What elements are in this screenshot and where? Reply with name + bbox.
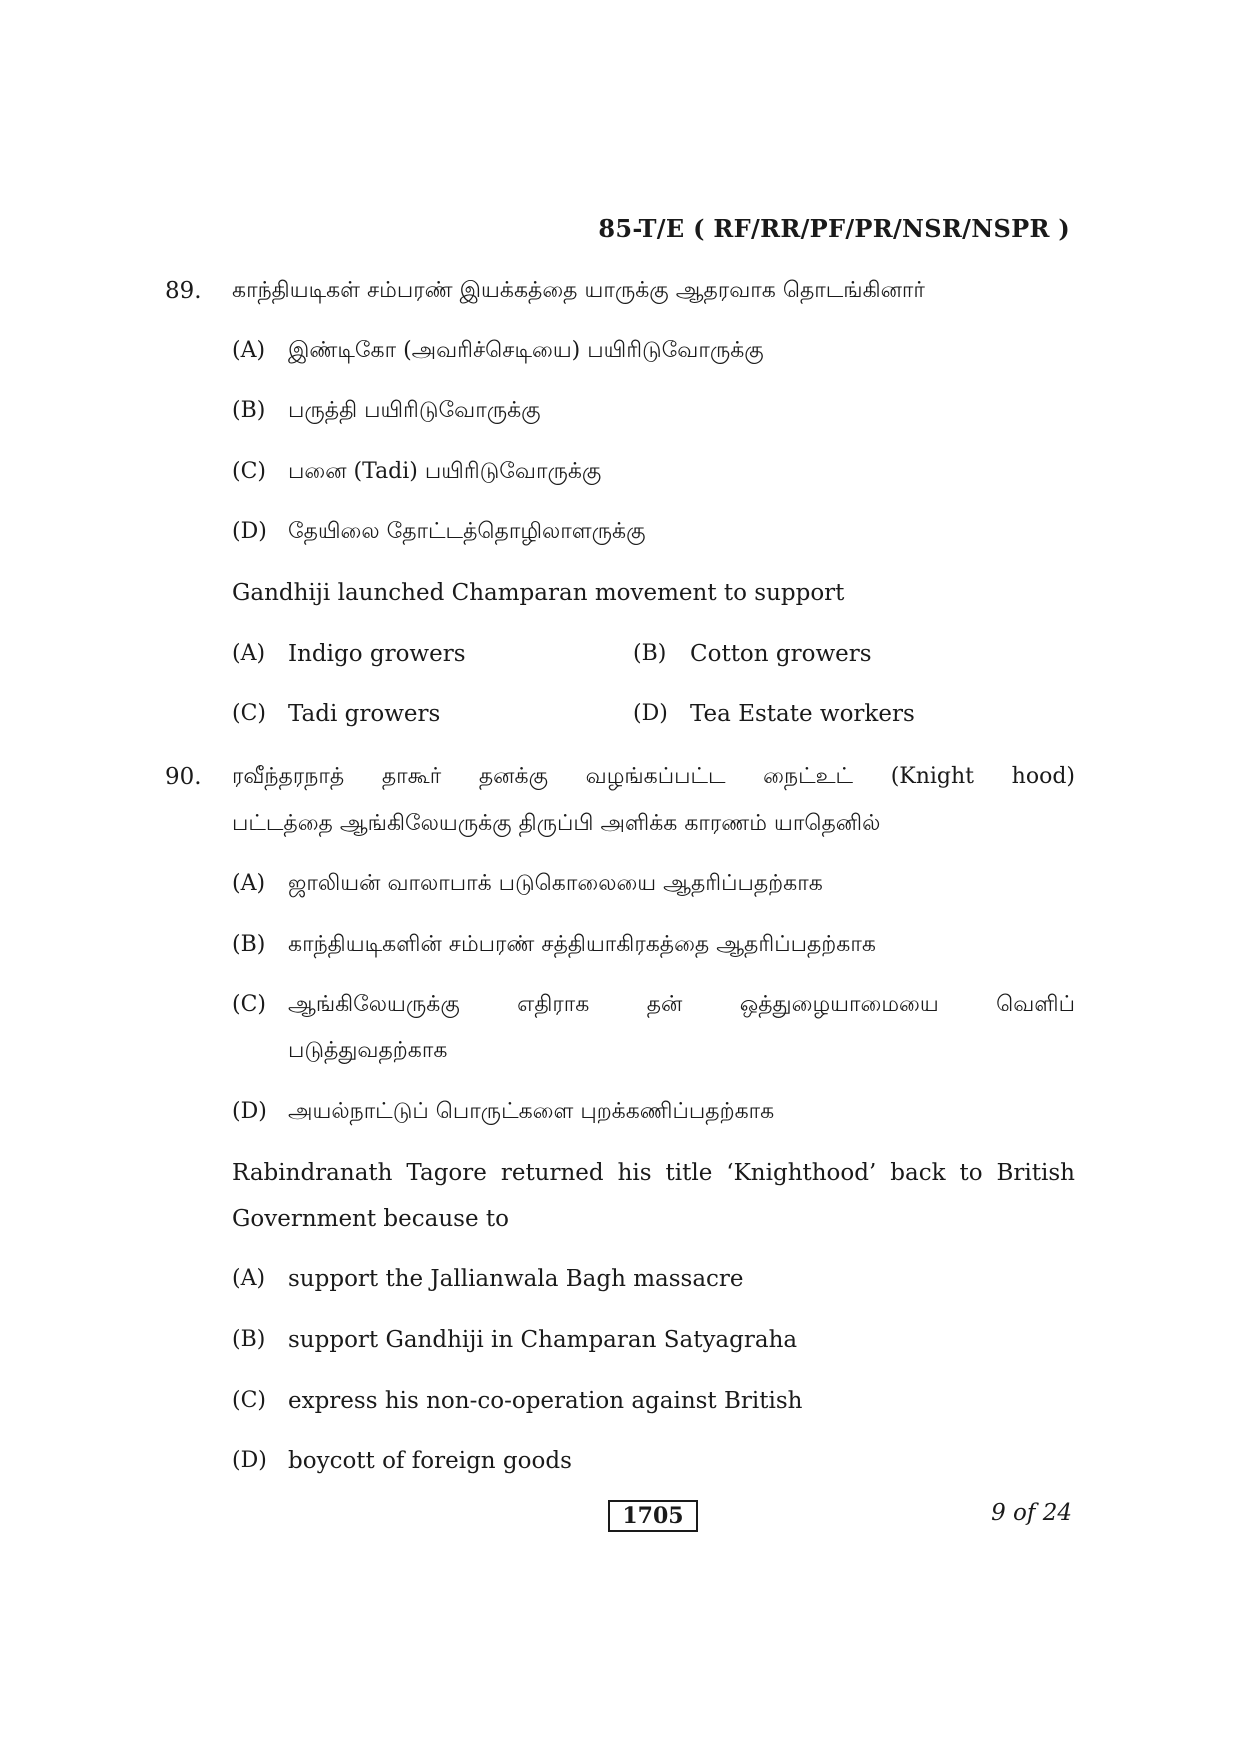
question-89-tamil-text: காந்தியடிகள் சம்பரண் இயக்கத்தை யாருக்கு ஆதரவாக தொடங்கினார் xyxy=(232,278,925,303)
page-number: 9 of 24 xyxy=(991,1500,1072,1526)
q90-tamil-option-a-label: (A) xyxy=(232,871,266,896)
q90-english-option-c-text: express his non-co-operation against British xyxy=(288,1388,803,1414)
booklet-code-box: 1705 xyxy=(608,1500,698,1532)
q90-english-option-b-text: support Gandhiji in Champaran Satyagraha xyxy=(288,1327,798,1353)
q90-tamil-option-b-label: (B) xyxy=(232,932,266,957)
q90-tamil-option-c-label: (C) xyxy=(232,992,266,1017)
q89-english-option-c-text: Tadi growers xyxy=(288,701,441,727)
q90-english-option-a-label: (A) xyxy=(232,1266,266,1291)
q89-tamil-option-a-label: (A) xyxy=(232,338,266,363)
q89-tamil-option-d-label: (D) xyxy=(232,519,267,544)
q89-tamil-option-b-label: (B) xyxy=(232,398,266,423)
q89-english-option-d-text: Tea Estate workers xyxy=(690,701,915,727)
question-90-number: 90. xyxy=(165,764,202,790)
paper-code-header: 85-T/E ( RF/RR/PF/PR/NSR/NSPR ) xyxy=(598,214,1070,243)
q89-english-option-a-label: (A) xyxy=(232,641,266,666)
q90-tamil-option-c-text-line2: படுத்துவதற்காக xyxy=(288,1038,448,1063)
q89-tamil-option-b-text: பருத்தி பயிரிடுவோருக்கு xyxy=(288,398,541,423)
q90-tamil-option-a-text: ஜாலியன் வாலாபாக் படுகொலையை ஆதரிப்பதற்காக xyxy=(288,871,823,896)
q89-english-option-d-label: (D) xyxy=(633,701,668,726)
question-89-english-text: Gandhiji launched Champaran movement to support xyxy=(232,580,845,606)
question-90-tamil-text-line2: பட்டத்தை ஆங்கிலேயருக்கு திருப்பி அளிக்க காரணம் யாதெனில் xyxy=(232,811,881,836)
question-90-english-text-line1: Rabindranath Tagore returned his title ‘Knighthood’ back to British xyxy=(232,1160,1075,1186)
q90-english-option-a-text: support the Jallianwala Bagh massacre xyxy=(288,1266,744,1292)
question-90-english-text-line2: Government because to xyxy=(232,1206,509,1232)
q89-tamil-option-a-text: இண்டிகோ (அவரிச்செடியை) பயிரிடுவோருக்கு xyxy=(288,338,764,363)
q89-tamil-option-d-text: தேயிலை தோட்டத்தொழிலாளருக்கு xyxy=(288,519,646,544)
q89-tamil-option-c-label: (C) xyxy=(232,459,266,484)
q89-english-option-b-label: (B) xyxy=(633,641,667,666)
question-90-tamil-text-line1: ரவீந்தரநாத் தாகூர் தனக்கு வழங்கப்பட்ட நைட்உட் (Knight hood) xyxy=(232,764,1075,789)
q89-tamil-option-c-text: பனை (Tadi) பயிரிடுவோருக்கு xyxy=(288,459,602,484)
q90-tamil-option-c-text: ஆங்கிலேயருக்கு எதிராக தன் ஒத்துழையாமையை வெளிப் xyxy=(288,992,1075,1017)
q89-english-option-a-text: Indigo growers xyxy=(288,641,466,667)
q90-tamil-option-d-text: அயல்நாட்டுப் பொருட்களை புறக்கணிப்பதற்காக xyxy=(288,1099,775,1124)
q90-tamil-option-d-label: (D) xyxy=(232,1099,267,1124)
q90-english-option-b-label: (B) xyxy=(232,1327,266,1352)
q90-english-option-d-label: (D) xyxy=(232,1448,267,1473)
q90-tamil-option-b-text: காந்தியடிகளின் சம்பரண் சத்தியாகிரகத்தை ஆதரிப்பதற்காக xyxy=(288,932,876,957)
q89-english-option-b-text: Cotton growers xyxy=(690,641,872,667)
q89-english-option-c-label: (C) xyxy=(232,701,266,726)
q90-english-option-d-text: boycott of foreign goods xyxy=(288,1448,572,1474)
question-89-number: 89. xyxy=(165,278,202,304)
q90-english-option-c-label: (C) xyxy=(232,1388,266,1413)
